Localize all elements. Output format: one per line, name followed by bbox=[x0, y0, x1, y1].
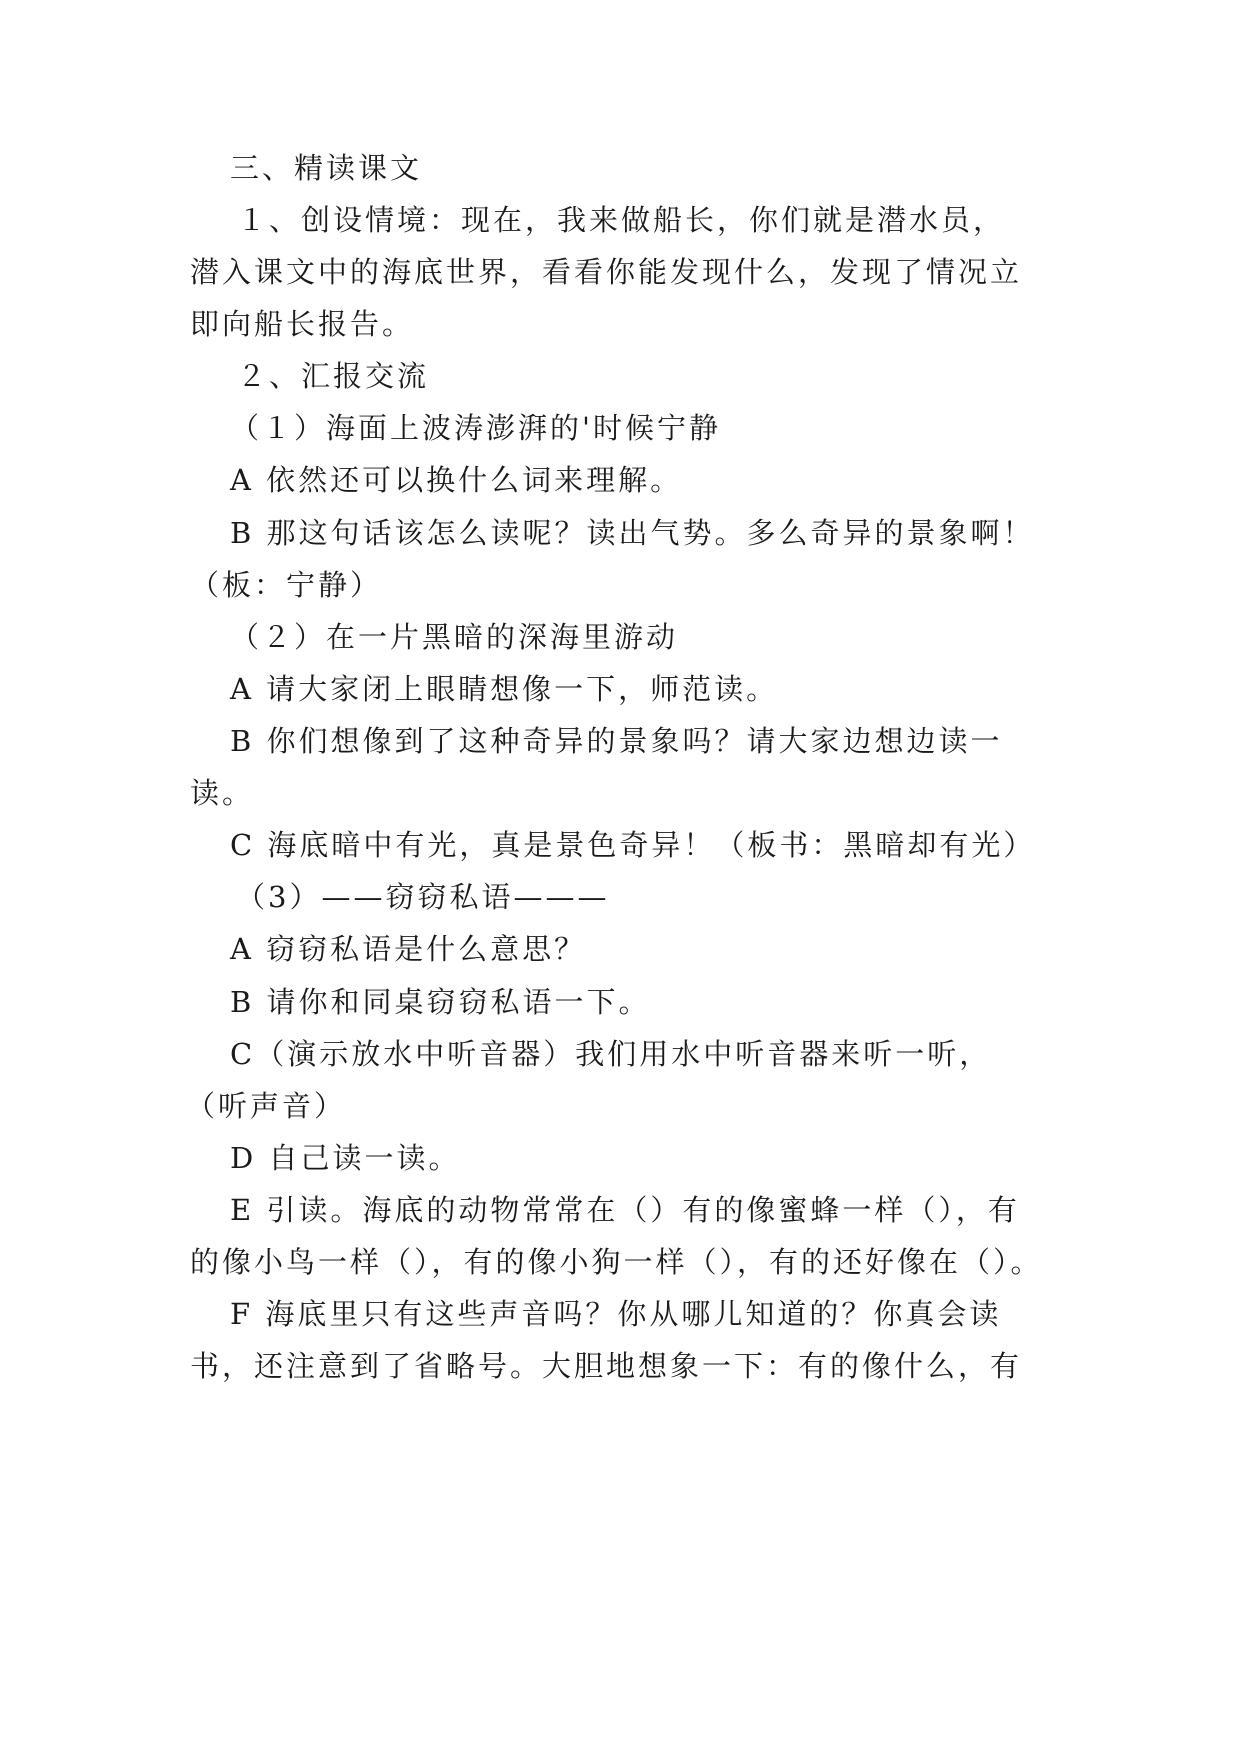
paragraph-line: B 那这句话该怎么读呢？读出气势。多么奇异的景象啊！ bbox=[230, 516, 1035, 550]
subheading: ２、汇报交流 bbox=[237, 359, 430, 393]
paragraph-line: D 自己读一读。 bbox=[230, 1141, 461, 1175]
section-heading: 三、精读课文 bbox=[230, 151, 423, 185]
paragraph-line: 书，还注意到了省略号。大胆地想象一下：有的像什么，有 bbox=[190, 1349, 1023, 1383]
paragraph-line: A 请大家闭上眼睛想像一下，师范读。 bbox=[230, 672, 779, 706]
paragraph-line: １、创设情境：现在，我来做船长，你们就是潜水员， bbox=[237, 203, 1006, 237]
paragraph-line: 即向船长报告。 bbox=[190, 307, 415, 341]
paragraph-line: F 海底里只有这些声音吗？你从哪儿知道的？你真会读 bbox=[230, 1297, 1002, 1331]
paragraph-line: A 窃窃私语是什么意思？ bbox=[230, 932, 587, 966]
paragraph-line: A 依然还可以换什么词来理解。 bbox=[230, 463, 683, 497]
paragraph-line: （１）海面上波涛澎湃的'时候宁静 bbox=[230, 411, 721, 445]
paragraph-line: C 海底暗中有光，真是景色奇异！（板书：黑暗却有光） bbox=[230, 828, 1036, 862]
paragraph-line: 潜入课文中的海底世界，看看你能发现什么，发现了情况立 bbox=[190, 255, 1023, 289]
paragraph-line: C（演示放水中听音器）我们用水中听音器来听一听， bbox=[230, 1037, 992, 1071]
paragraph-line: E 引读。海底的动物常常在（）有的像蜜蜂一样（），有 bbox=[230, 1193, 1020, 1227]
paragraph-line: （２）在一片黑暗的深海里游动 bbox=[230, 620, 679, 654]
paragraph-line: 的像小鸟一样（），有的像小狗一样（），有的还好像在（）。 bbox=[190, 1245, 1043, 1279]
paragraph-line: （板：宁静） bbox=[190, 568, 383, 602]
paragraph-line: B 你们想像到了这种奇异的景象吗？请大家边想边读一 bbox=[230, 724, 1003, 758]
paragraph-line: （3）——窃窃私语——— bbox=[236, 880, 610, 914]
paragraph-line: 读。 bbox=[190, 776, 255, 810]
paragraph-line: B 请你和同桌窃窃私语一下。 bbox=[230, 985, 651, 1019]
paragraph-line: （听声音） bbox=[186, 1089, 347, 1123]
